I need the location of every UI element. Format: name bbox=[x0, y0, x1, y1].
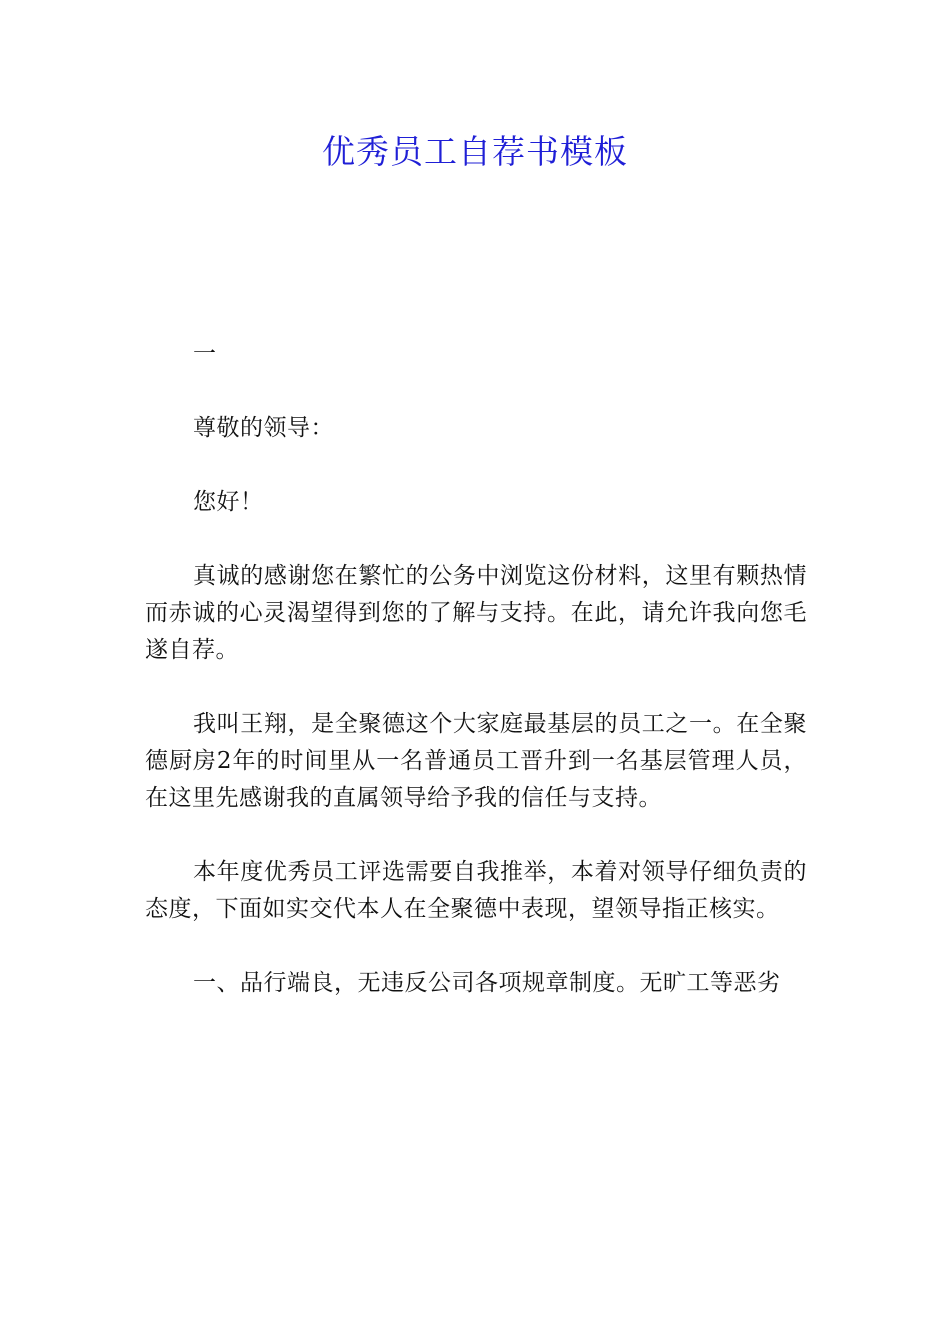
section-number: 一 bbox=[193, 341, 217, 367]
greeting: 您好！ bbox=[193, 489, 264, 515]
body-paragraph-point-one: 一、品行端良，无违反公司各项规章制度。无旷工等恶劣 bbox=[193, 970, 781, 996]
document-title: 优秀员工自荐书模板 bbox=[322, 132, 628, 171]
document-body bbox=[145, 336, 807, 1002]
body-paragraph-intro: 真诚的感谢您在繁忙的公务中浏览这份材料，这里有颗热情而赤诚的心灵渴望得到您的了解与支持。在此，请允许我向您毛遂自荐。 bbox=[145, 563, 807, 663]
salutation: 尊敬的领导： bbox=[193, 415, 334, 441]
body-paragraph-self-introduction: 我叫王翔，是全聚德这个大家庭最基层的员工之一。在全聚德厨房2年的时间里从一名普通员工晋升到一名基层管理人员，在这里先感谢我的直属领导给予我的信任与支持。 bbox=[145, 711, 807, 811]
body-paragraph-purpose: 本年度优秀员工评选需要自我推举，本着对领导仔细负责的态度，下面如实交代本人在全聚德中表现，望领导指正核实。 bbox=[145, 859, 807, 922]
